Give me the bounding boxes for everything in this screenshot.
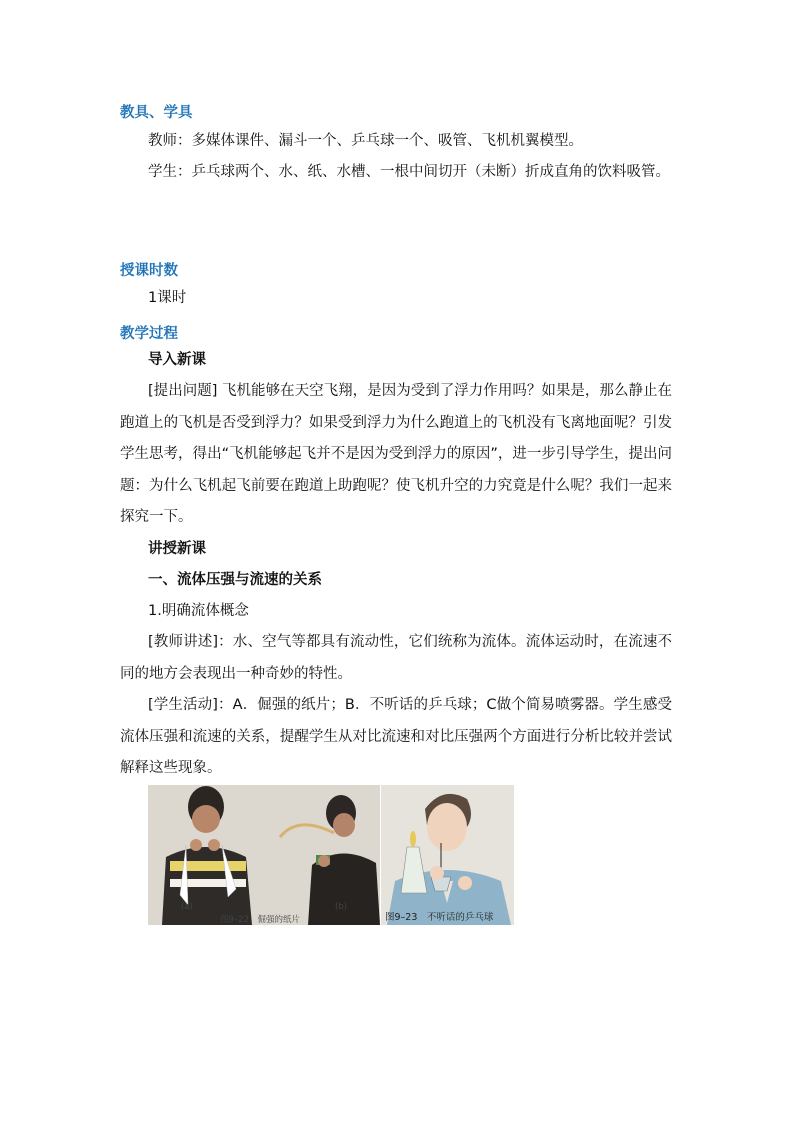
figure-9-23-panel <box>380 785 514 925</box>
figure-9-23-caption: 图9–23 不听话的乒乓球 <box>385 912 494 923</box>
figure-9-22-panel <box>148 785 380 925</box>
section1-heading: 一、流体压强与流速的关系 <box>148 572 322 588</box>
intro-heading: 导入新课 <box>148 352 206 368</box>
lesson-hours-value: 1课时 <box>148 290 187 306</box>
teacher-talk-paragraph: [教师讲述]：水、空气等都具有流动性，它们统称为流体。流体运动时，在流速不同的地方会表现出一种奇妙的特性。 <box>120 634 672 682</box>
student-materials: 学生：乒乓球两个、水、纸、水槽、一根中间切开（未断）折成直角的饮料吸管。 <box>148 164 670 180</box>
sub1-heading: 1.明确流体概念 <box>148 603 249 619</box>
new-lesson-heading: 讲授新课 <box>148 541 206 557</box>
figure-a-label: (a) <box>181 902 193 912</box>
student-activity-paragraph: [学生活动]：A．倔强的纸片；B．不听话的乒乓球；C做个简易喷雾器。学生感受流体压强和流速的关系，提醒学生从对比流速和对比压强两个方面进行分析比较并尝试解释这些现象。 <box>120 697 672 776</box>
figure-9-22-caption: 图9–22 倔强的纸片 <box>220 915 300 925</box>
ping-pong-illustration <box>381 785 514 925</box>
intro-paragraph: [提出问题] 飞机能够在天空飞翔，是因为受到了浮力作用吗？如果是，那么静止在跑道上的飞机是否受到浮力？如果受到浮力为什么跑道上的飞机没有飞离地面呢？引发学生思考，得出“飞机能够起飞并不是因为受到浮力的原因”，进一步引导学生，提出问题：为什么飞机起飞前要在跑道上助跑呢？使飞机升空的力究竟是什么呢？我们一起来探究一下。 <box>120 383 672 525</box>
section-heading-hours: 授课时数 <box>120 263 178 279</box>
section-heading-process: 教学过程 <box>120 326 178 342</box>
section-heading-tools: 教具、学具 <box>120 105 193 121</box>
teacher-materials: 教师：多媒体课件、漏斗一个、乒乓球一个、吸管、飞机机翼模型。 <box>148 133 583 149</box>
figure-b-label: (b) <box>335 902 348 912</box>
experiment-figure <box>148 785 514 925</box>
